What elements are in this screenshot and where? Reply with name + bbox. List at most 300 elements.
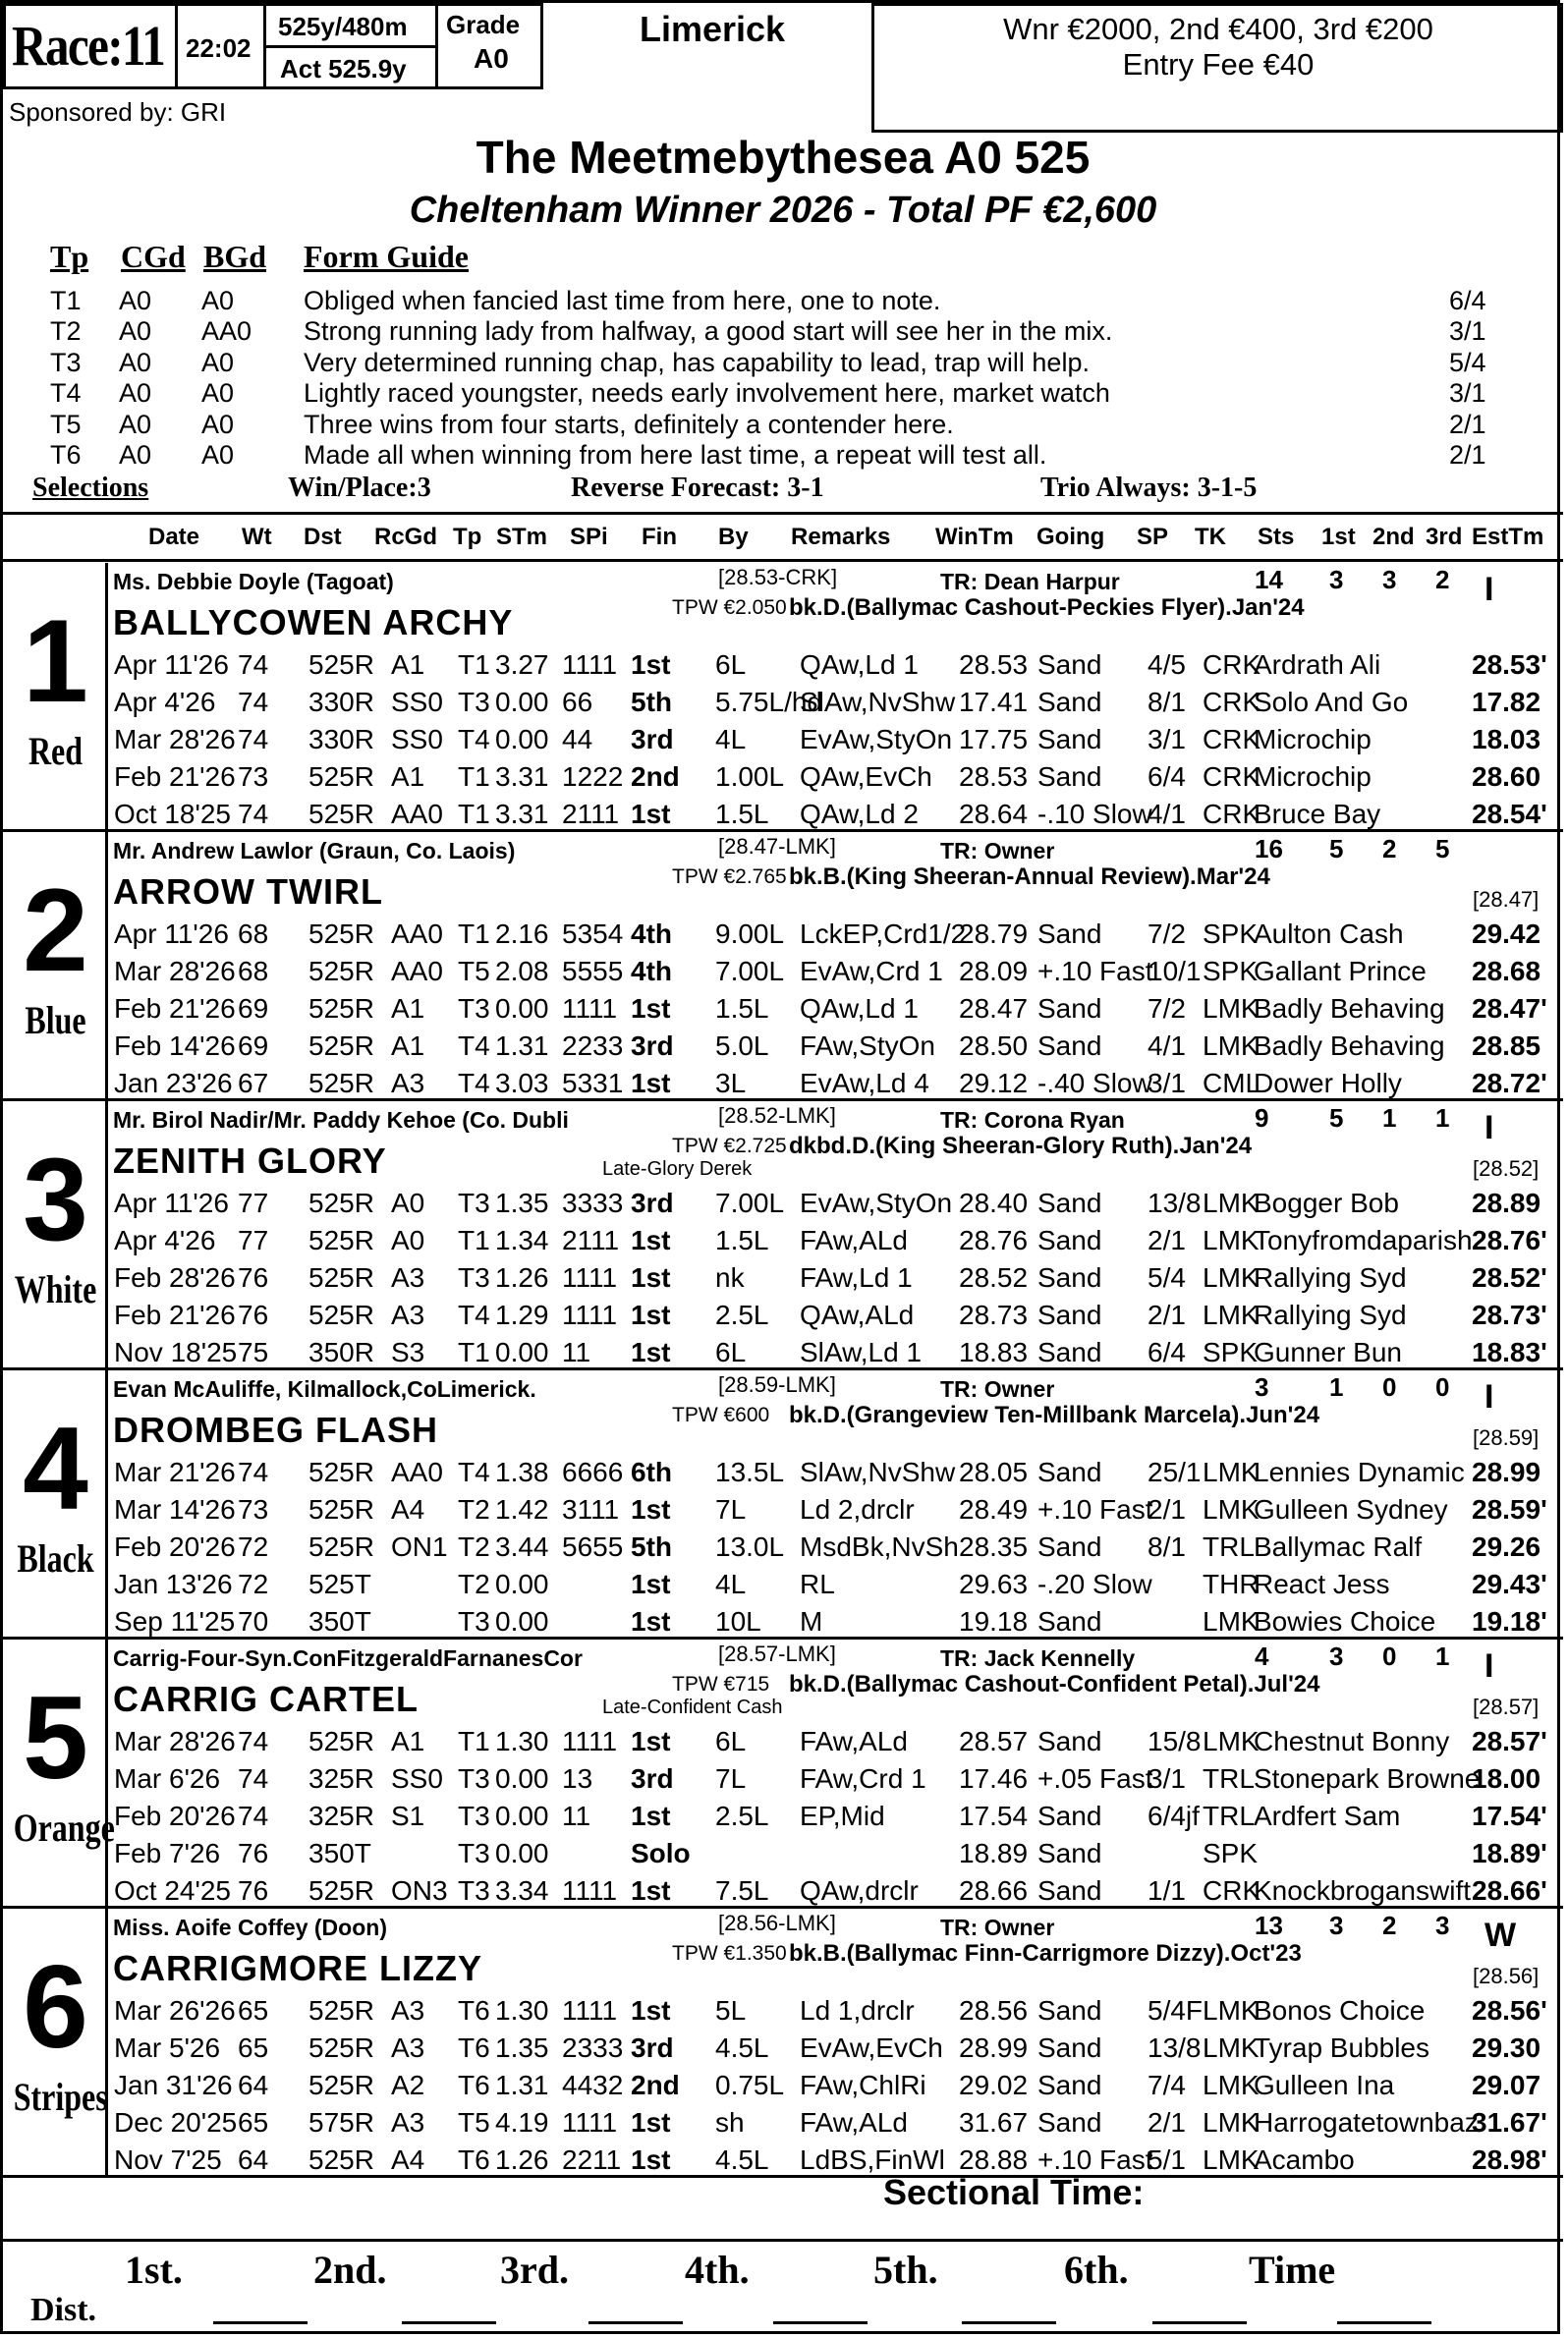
owner: Ms. Debbie Doyle (Tagoat) [113,569,394,594]
form-cell: LMK [1203,1300,1260,1330]
form-cell: Sand [1037,1801,1102,1831]
form-cell: 13 [562,1763,593,1794]
fg-cgd: A0 [119,286,152,315]
est-time: 29.42 [1472,918,1541,949]
fg-comment: Made all when winning from here last time, a repeat will test all. [304,440,1047,470]
form-cell: 17.46 [959,1763,1029,1794]
fg-bgd: A0 [201,378,235,409]
form-cell: 10/1 [1148,956,1202,986]
form-cell: AA0 [391,956,443,986]
starts: 13 [1255,1911,1283,1940]
column-header: STm [496,524,548,550]
fg-bgd: A0 [201,347,235,377]
placing-label: 3rd. [500,2248,569,2292]
placing-blank [588,2321,683,2324]
form-cell: 3/1 [1148,1068,1186,1098]
form-cell: 1.34 [495,1225,549,1255]
est-time: 28.57' [1472,1726,1547,1756]
form-cell: 7L [715,1763,747,1794]
form-cell: Sand [1037,724,1102,754]
form-cell: 330R [308,687,374,717]
form-cell: 325R [308,1763,374,1794]
form-cell: FAw,Crd 1 [800,1763,926,1794]
race-subtitle: Cheltenham Winner 2026 - Total PF €2,600 [409,190,1157,231]
form-row [108,1838,1562,1875]
form-cell: -.20 Slow [1037,1569,1152,1599]
form-cell: 1.00L [715,761,785,792]
form-cell: 3.31 [495,761,549,792]
form-cell: LMK [1203,1030,1260,1061]
form-cell: A3 [391,1995,425,2026]
thirds: 3 [1435,1911,1450,1940]
best-time: [28.56-LMK] [718,1911,836,1935]
form-cell: 10L [715,1606,761,1637]
form-cell: 6666 [562,1457,624,1487]
placing-blank [962,2321,1056,2324]
trap-colour: Orange [13,1806,115,1850]
form-row [108,2070,1562,2107]
form-cell: 330R [308,724,374,754]
seconds: 0 [1382,1642,1397,1671]
column-header: Dst [304,524,342,550]
form-cell: Mar 28'26 [114,724,236,754]
starts: 9 [1255,1103,1269,1133]
divider-columns [3,559,1563,562]
fg-cgd: A0 [119,409,152,439]
thirds: 0 [1435,1372,1450,1402]
column-header: Fin [642,524,677,550]
trio: Trio Always: 3-1-5 [1040,473,1258,503]
est-time: 18.00 [1472,1763,1541,1794]
form-cell: T3 [458,1875,490,1906]
form-cell: Mar 28'26 [114,1726,236,1756]
form-cell: 525R [308,1188,374,1218]
est-time: 28.68 [1472,956,1541,986]
form-cell: 74 [238,1763,269,1794]
form-cell: 4L [715,1569,747,1599]
firsts: 3 [1329,1911,1344,1940]
form-cell: 1111 [562,1995,618,2026]
form-cell: EvAw,StyOn [800,1188,953,1218]
placing-label: 5th. [873,2248,938,2292]
starts: 16 [1255,834,1283,863]
form-cell: T4 [458,724,490,754]
form-row [108,649,1562,687]
form-cell: QAw,Ld 2 [800,799,919,829]
form-cell: 525R [308,761,374,792]
sponsor: Sponsored by: GRI [9,97,227,127]
trap-number: 6 [23,1941,88,2073]
form-cell: EvAw,Crd 1 [800,956,943,986]
est-time: 28.99 [1472,1457,1541,1487]
form-cell: Tyrap Bubbles [1254,2032,1429,2063]
form-cell: 4L [715,724,747,754]
column-header: Remarks [791,524,891,550]
trainer: TR: Jack Kennelly [940,1645,1136,1671]
form-cell: Sand [1037,1995,1102,2026]
form-cell: 1111 [562,1262,618,1293]
est-time: 18.83' [1472,1337,1547,1367]
form-cell: CRK [1203,649,1261,680]
best-time: [28.57-LMK] [718,1642,836,1666]
form-cell: Feb 20'26 [114,1801,236,1831]
form-cell: 8/1 [1148,687,1186,717]
form-cell: Sep 11'25 [114,1606,236,1637]
form-cell: Gunner Bun [1254,1337,1402,1367]
form-cell: T5 [458,2107,490,2138]
form-cell: A3 [391,1262,425,1293]
form-cell: Apr 11'26 [114,1188,229,1218]
form-cell: Sand [1037,1726,1102,1756]
form-cell: 28.57 [959,1726,1029,1756]
form-cell: 1st [631,2107,671,2138]
form-cell: 0.00 [495,1569,549,1599]
race-distance: 525y/480m [278,12,408,41]
fg-trap: T2 [50,316,82,347]
form-cell: 76 [238,1838,269,1868]
form-row [108,761,1562,799]
fg-bgd: A0 [201,440,235,470]
form-cell: SS0 [391,724,443,754]
form-cell: 18.89 [959,1838,1029,1868]
trap-box [3,563,108,832]
form-cell: LMK [1203,1225,1260,1255]
form-cell: 70 [238,1606,269,1637]
column-header: Tp [453,524,482,550]
trainer: TR: Corona Ryan [940,1107,1125,1133]
est-time: 28.59' [1472,1494,1547,1525]
prize-line-2: Entry Fee €40 [1122,47,1315,82]
form-cell: 1.26 [495,2144,549,2175]
trap-number: 2 [23,864,88,996]
form-cell: 13/8 [1148,1188,1202,1218]
form-cell: T1 [458,761,490,792]
firsts: 5 [1329,1103,1344,1133]
form-cell: T6 [458,1995,490,2026]
fg-trap: T5 [50,409,82,439]
form-cell: QAw,EvCh [800,761,932,792]
form-cell: 7/4 [1148,2070,1186,2100]
dist-label: Dist. [30,2292,97,2328]
form-row [108,1030,1562,1068]
form-cell: 76 [238,1262,269,1293]
form-cell: 6/4 [1148,1337,1186,1367]
form-cell: LMK [1203,993,1260,1024]
form-cell: 18.83 [959,1337,1029,1367]
starts: 14 [1255,565,1283,594]
form-cell: A1 [391,1726,425,1756]
form-cell: Apr 11'26 [114,918,229,949]
form-row [108,1188,1562,1225]
form-cell: A0 [391,1188,425,1218]
form-cell: 3/1 [1148,1763,1186,1794]
form-cell: 4/1 [1148,1030,1186,1061]
form-cell: Bonos Choice [1254,1995,1426,2026]
tpw: TPW €2.725 [672,1135,787,1157]
fg-odds: 5/4 [1449,347,1486,377]
form-cell: nk [715,1262,745,1293]
starts: 3 [1255,1372,1269,1402]
fg-cgd-header: CGd [121,239,186,274]
fg-guide-header: Form Guide [304,239,469,274]
form-cell: FAw,ALd [800,2107,909,2138]
form-cell: 28.99 [959,2032,1029,2063]
form-cell: Feb 20'26 [114,1531,236,1562]
runner-mark: I [1484,1378,1494,1416]
form-cell: A4 [391,2144,425,2175]
form-cell: FAw,ChlRi [800,2070,926,2100]
form-cell: 2.5L [715,1300,769,1330]
form-cell: ON1 [391,1531,448,1562]
form-cell: 75 [238,1337,269,1367]
form-cell: 525R [308,1225,374,1255]
form-cell: Ld 2,drclr [800,1494,915,1525]
form-cell: 575R [308,2107,374,2138]
form-cell: 4432 [562,2070,624,2100]
form-row [108,687,1562,724]
form-cell: Mar 5'26 [114,2032,221,2063]
form-guide-row [3,348,1563,377]
runner-6 [3,1909,1563,2178]
fg-trap: T1 [50,286,82,315]
fg-cgd: A0 [119,347,152,377]
form-row [108,918,1562,956]
form-cell: Sand [1037,1337,1102,1367]
form-cell: 28.64 [959,799,1029,829]
form-cell: 28.66 [959,1875,1029,1906]
form-row [108,2032,1562,2070]
form-cell: Ardrath Ali [1254,649,1381,680]
form-cell: T3 [458,687,490,717]
form-cell: FAw,ALd [800,1225,909,1255]
form-cell: ON3 [391,1875,448,1906]
form-cell: 74 [238,799,269,829]
form-cell: 5655 [562,1531,624,1562]
fg-odds: 3/1 [1449,378,1486,409]
form-cell: +.05 Fast [1037,1763,1153,1794]
breeding: bk.D.(Ballymac Cashout-Peckies Flyer).Jan'24 [789,594,1305,621]
starts: 4 [1255,1642,1269,1671]
form-cell: 69 [238,1030,269,1061]
form-cell: 525R [308,1531,374,1562]
form-cell: S1 [391,1801,425,1831]
form-cell: 2111 [562,799,620,829]
form-cell: 77 [238,1188,269,1218]
form-cell: Bruce Bay [1254,799,1381,829]
placing-label: 4th. [685,2248,750,2292]
form-row [108,1300,1562,1337]
form-cell: LMK [1203,1606,1260,1637]
form-cell: EP,Mid [800,1801,885,1831]
form-cell: Apr 4'26 [114,687,216,717]
form-cell: 11 [562,1337,591,1367]
selections-label: Selections [32,473,149,503]
owner: Miss. Aoife Coffey (Doon) [113,1915,387,1940]
thirds: 5 [1435,834,1450,863]
form-cell: 72 [238,1531,269,1562]
form-cell: 525R [308,993,374,1024]
est-time: 29.30 [1472,2032,1541,2063]
form-cell: MsdBk,NvSh [800,1531,959,1562]
form-guide-row [3,410,1563,439]
form-cell: 28.47 [959,993,1029,1024]
trap-box [3,1101,108,1370]
column-header: Sts [1258,524,1295,550]
form-cell: 1st [631,1300,671,1330]
form-cell: 29.63 [959,1569,1029,1599]
prize-line-1: Wnr €2000, 2nd €400, 3rd €200 [1003,12,1433,46]
form-cell: Bogger Bob [1254,1188,1399,1218]
form-cell: 9.00L [715,918,785,949]
form-row [108,1995,1562,2032]
column-header: Wt [242,524,272,550]
form-cell: Sand [1037,1875,1102,1906]
breeding: dkbd.D.(King Sheeran-Glory Ruth).Jan'24 [789,1133,1253,1159]
trap-box [3,1640,115,1909]
form-cell: 5555 [562,956,624,986]
runner-5 [3,1640,1563,1909]
trap-box [3,832,108,1101]
form-cell: 8/1 [1148,1531,1186,1562]
est-time: 28.47' [1472,993,1547,1024]
column-headers [3,524,1563,553]
form-cell: 1111 [562,993,618,1024]
form-cell: FAw,StyOn [800,1030,935,1061]
seconds: 3 [1382,565,1397,594]
form-cell: 525R [308,1262,374,1293]
form-cell: 28.35 [959,1531,1029,1562]
race-grade: A0 [474,43,509,74]
form-cell: T6 [458,2144,490,2175]
form-cell: Ballymac Ralf [1254,1531,1423,1562]
form-cell: 73 [238,761,269,792]
form-cell: 350T [308,1838,371,1868]
form-cell: 1.35 [495,1188,549,1218]
form-cell: CRK [1203,761,1261,792]
form-cell: Mar 21'26 [114,1457,236,1487]
seconds: 0 [1382,1372,1397,1402]
fg-odds: 6/4 [1449,286,1486,315]
trap-colour: Black [17,1536,94,1581]
form-cell: 5/1 [1148,2144,1186,2175]
form-cell: LckEP,Crd1/2 [800,918,967,949]
form-cell: T4 [458,1300,490,1330]
form-cell: FAw,ALd [800,1726,909,1756]
form-cell: CRK [1203,799,1261,829]
form-cell: 5th [631,687,672,717]
form-cell: 5th [631,1531,672,1562]
fg-trap: T6 [50,440,82,470]
form-cell: 5/4 [1148,1262,1186,1293]
grade-box [435,3,543,89]
placing-blank [1152,2321,1247,2324]
best-time: [28.53-CRK] [718,565,838,589]
race-time: 22:02 [186,33,252,63]
form-cell: LMK [1203,2107,1260,2138]
form-cell: Chestnut Bonny [1254,1726,1450,1756]
form-cell: 1111 [562,2107,618,2138]
form-cell: 350T [308,1606,371,1637]
form-cell: 74 [238,1801,269,1831]
form-cell: 2.5L [715,1801,769,1831]
form-cell: A2 [391,2070,425,2100]
form-cell: SPK [1203,1337,1259,1367]
form-cell: 64 [238,2144,269,2175]
fg-trap: T3 [50,347,82,377]
form-cell: 3.27 [495,649,549,680]
form-cell: T2 [458,1569,490,1599]
form-cell: Nov 18'25 [114,1337,238,1367]
form-cell: T3 [458,1801,490,1831]
fg-cgd: A0 [119,440,152,470]
est-time: 28.72' [1472,1068,1547,1098]
form-cell: LMK [1203,2070,1260,2100]
form-cell: 0.00 [495,1606,549,1637]
form-cell: Mar 26'26 [114,1995,236,2026]
form-cell: Stonepark Browne [1254,1763,1481,1794]
form-cell: Solo And Go [1254,687,1409,717]
form-cell: SlAw,NvShw [800,687,956,717]
form-row [108,1262,1562,1300]
form-cell: T1 [458,1337,490,1367]
est-best: [28.59] [1473,1425,1540,1450]
form-cell: Ld 1,drclr [800,1995,915,2026]
form-cell: 1.42 [495,1494,549,1525]
form-cell: T2 [458,1531,490,1562]
form-cell: 3L [715,1068,747,1098]
form-row [108,1225,1562,1262]
form-cell: TRL [1203,1801,1255,1831]
form-cell: -.10 Slow [1037,799,1152,829]
form-cell: AA0 [391,1457,443,1487]
form-cell: 4.19 [495,2107,549,2138]
form-cell: 74 [238,649,269,680]
form-cell: 11 [562,1801,591,1831]
form-cell: Harrogatetownbaz [1254,2107,1479,2138]
form-cell: Jan 31'26 [114,2070,233,2100]
form-cell: 1st [631,1337,671,1367]
form-cell: EvAw,Ld 4 [800,1068,929,1098]
form-cell: Feb 21'26 [114,761,236,792]
column-header: SP [1137,524,1169,550]
placing-label: 2nd. [313,2248,387,2292]
form-cell: 17.41 [959,687,1029,717]
form-cell: Dower Holly [1254,1068,1402,1098]
breeding: bk.D.(Ballymac Cashout-Confident Petal).Jul'24 [789,1671,1320,1698]
form-cell: 525R [308,1995,374,2026]
form-cell: Sand [1037,649,1102,680]
form-cell: EvAw,StyOn [800,724,953,754]
form-cell: SPK [1203,956,1259,986]
form-cell: Sand [1037,993,1102,1024]
form-row [108,1763,1562,1801]
form-cell: T6 [458,2070,490,2100]
form-cell: 3.44 [495,1531,549,1562]
form-cell: 1111 [562,1726,618,1756]
form-cell: 2.16 [495,918,549,949]
form-cell: Oct 24'25 [114,1875,231,1906]
form-cell: 5354 [562,918,624,949]
form-cell: LMK [1203,1726,1260,1756]
form-cell: 6L [715,1337,747,1367]
form-cell: Bowies Choice [1254,1606,1436,1637]
form-cell: 77 [238,1225,269,1255]
form-cell: Ardfert Sam [1254,1801,1401,1831]
form-cell: Sand [1037,1457,1102,1487]
form-cell: A1 [391,993,425,1024]
form-cell: LMK [1203,2032,1260,2063]
form-cell: Apr 11'26 [114,649,229,680]
